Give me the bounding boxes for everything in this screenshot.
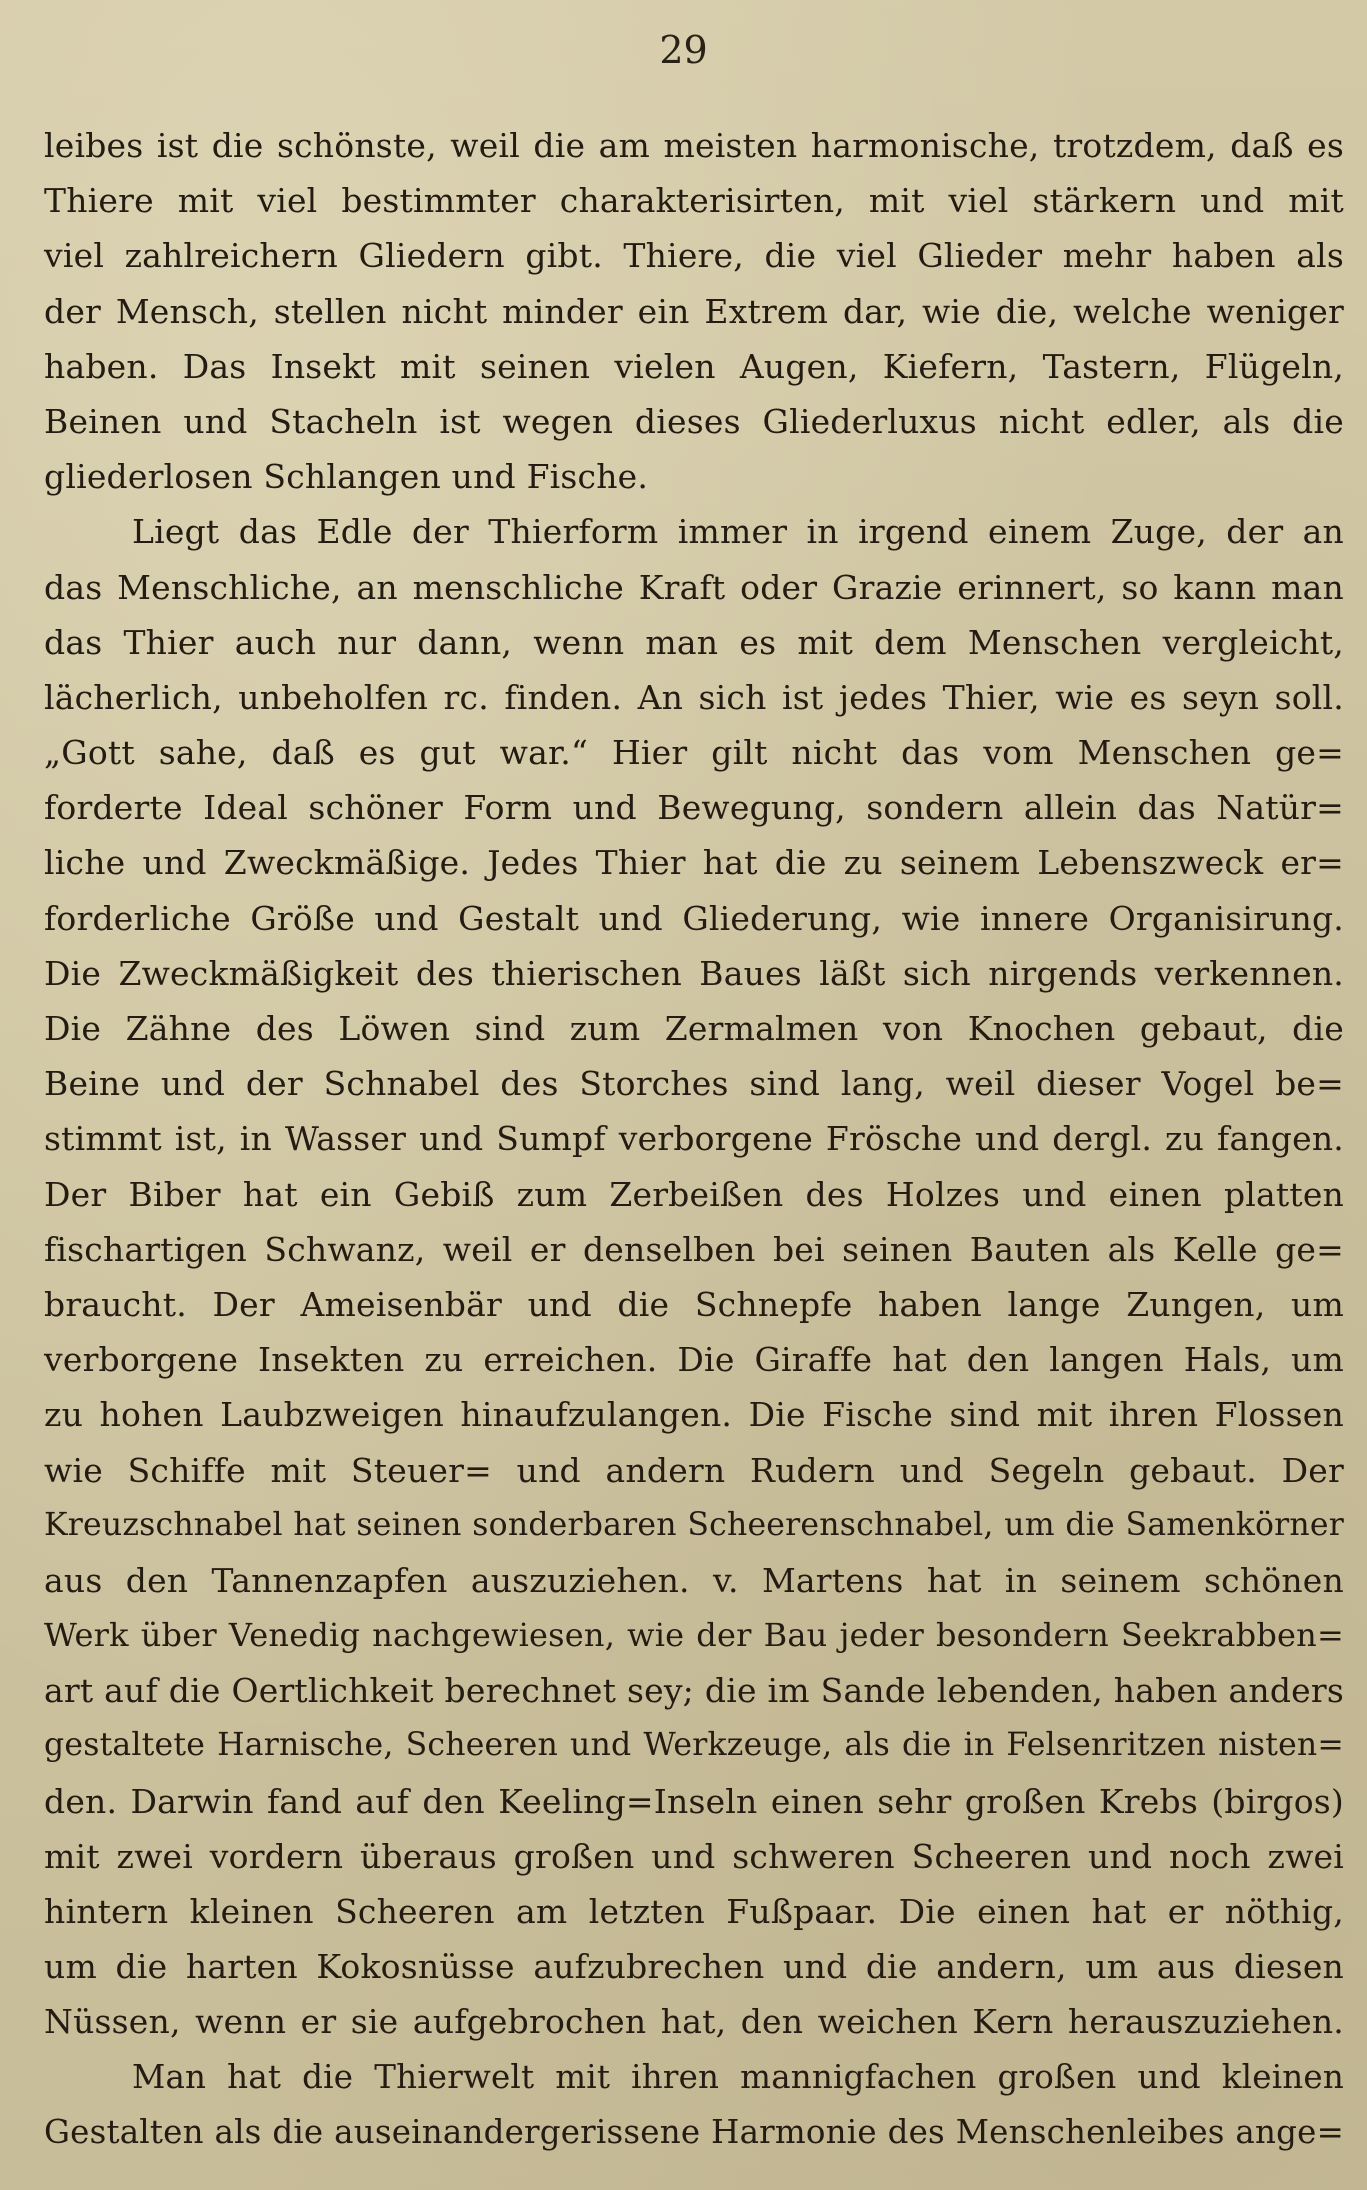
text-line: Die Zähne des Löwen sind zum Zermalmen von Knochen gebaut, die: [44, 1009, 1344, 1048]
text-line: verborgene Insekten zu erreichen. Die Giraffe hat den langen Hals, um: [44, 1340, 1344, 1380]
text-line: zu hohen Laubzweigen hinaufzulangen. Die Fische sind mit ihren Flossen: [44, 1395, 1344, 1435]
text-line: „Gott sahe, daß es gut war.“ Hier gilt nicht das vom Menschen ge=: [44, 733, 1344, 773]
text-line: Liegt das Edle der Thierform immer in irgend einem Zuge, der an: [132, 512, 1344, 552]
text-line: haben. Das Insekt mit seinen vielen Augen, Kiefern, Tastern, Flügeln,: [44, 346, 1344, 386]
text-line: forderte Ideal schöner Form und Bewegung, sondern allein das Natür=: [44, 788, 1344, 828]
text-line: Der Biber hat ein Gebiß zum Zerbeißen des Holzes und einen platten: [44, 1174, 1344, 1214]
text-line: das Menschliche, an menschliche Kraft oder Grazie erinnert, so kann man: [44, 567, 1344, 607]
text-line: hintern kleinen Scheeren am letzten Fußpaar. Die einen hat er nöthig,: [44, 1892, 1344, 1931]
text-line: wie Schiffe mit Steuer= und andern Rudern und Segeln gebaut. Der: [44, 1450, 1344, 1490]
text-line: Beinen und Stacheln ist wegen dieses Gliederluxus nicht edler, als die: [44, 401, 1344, 441]
text-line: mit zwei vordern überaus großen und schweren Scheeren und noch zwei: [44, 1836, 1344, 1876]
text-line: gliederlosen Schlangen und Fische.: [44, 457, 649, 497]
text-line: den. Darwin fand auf den Keeling=Inseln einen sehr großen Krebs (birgos): [44, 1781, 1344, 1821]
text-line: Kreuzschnabel hat seinen sonderbaren Scheerenschnabel, um die Samenkörner: [44, 1506, 1344, 1543]
text-line: Thiere mit viel bestimmter charakterisirten, mit viel stärkern und mit: [44, 181, 1344, 221]
text-line: Nüssen, wenn er sie aufgebrochen hat, den weichen Kern herauszuziehen.: [44, 2002, 1344, 2042]
text-line: Die Zweckmäßigkeit des thierischen Baues läßt sich nirgends verkennen.: [44, 953, 1344, 993]
text-line: gestaltete Harnische, Scheeren und Werkzeuge, als die in Felsenritzen nisten=: [44, 1727, 1344, 1764]
text-line: das Thier auch nur dann, wenn man es mit dem Menschen vergleicht,: [44, 622, 1344, 662]
text-line: liche und Zweckmäßige. Jedes Thier hat die zu seinem Lebenszweck er=: [44, 843, 1344, 883]
text-line: braucht. Der Ameisenbär und die Schnepfe haben lange Zungen, um: [44, 1284, 1344, 1324]
text-line: Werk über Venedig nachgewiesen, wie der Bau jeder besondern Seekrabben=: [44, 1616, 1344, 1655]
text-line: Man hat die Thierwelt mit ihren mannigfachen großen und kleinen: [132, 2057, 1344, 2096]
text-line: lächerlich, unbeholfen rc. finden. An sich ist jedes Thier, wie es seyn soll.: [44, 677, 1344, 717]
text-line: art auf die Oertlichkeit berechnet sey; die im Sande lebenden, haben anders: [44, 1671, 1344, 1711]
page-number: 29: [659, 28, 708, 72]
text-line: um die harten Kokosnüsse aufzubrechen und die andern, um aus diesen: [44, 1947, 1344, 1987]
text-line: leibes ist die schönste, weil die am meisten harmonische, trotzdem, daß es: [44, 126, 1344, 165]
text-line: der Mensch, stellen nicht minder ein Extrem dar, wie die, welche weniger: [44, 291, 1344, 331]
text-line: aus den Tannenzapfen auszuziehen. v. Martens hat in seinem schönen: [44, 1560, 1344, 1600]
text-line: fischartigen Schwanz, weil er denselben bei seinen Bauten als Kelle ge=: [44, 1229, 1344, 1269]
text-line: viel zahlreichern Gliedern gibt. Thiere, die viel Glieder mehr haben als: [44, 236, 1344, 276]
body-text: [44, 118, 1344, 2160]
text-line: forderliche Größe und Gestalt und Gliederung, wie innere Organisirung.: [44, 898, 1344, 938]
text-line: stimmt ist, in Wasser und Sumpf verborgene Frösche und dergl. zu fangen.: [44, 1119, 1344, 1159]
text-line: Beine und der Schnabel des Storches sind lang, weil dieser Vogel be=: [44, 1064, 1344, 1104]
text-line: Gestalten als die auseinandergerissene Harmonie des Menschenleibes ange=: [44, 2112, 1344, 2151]
